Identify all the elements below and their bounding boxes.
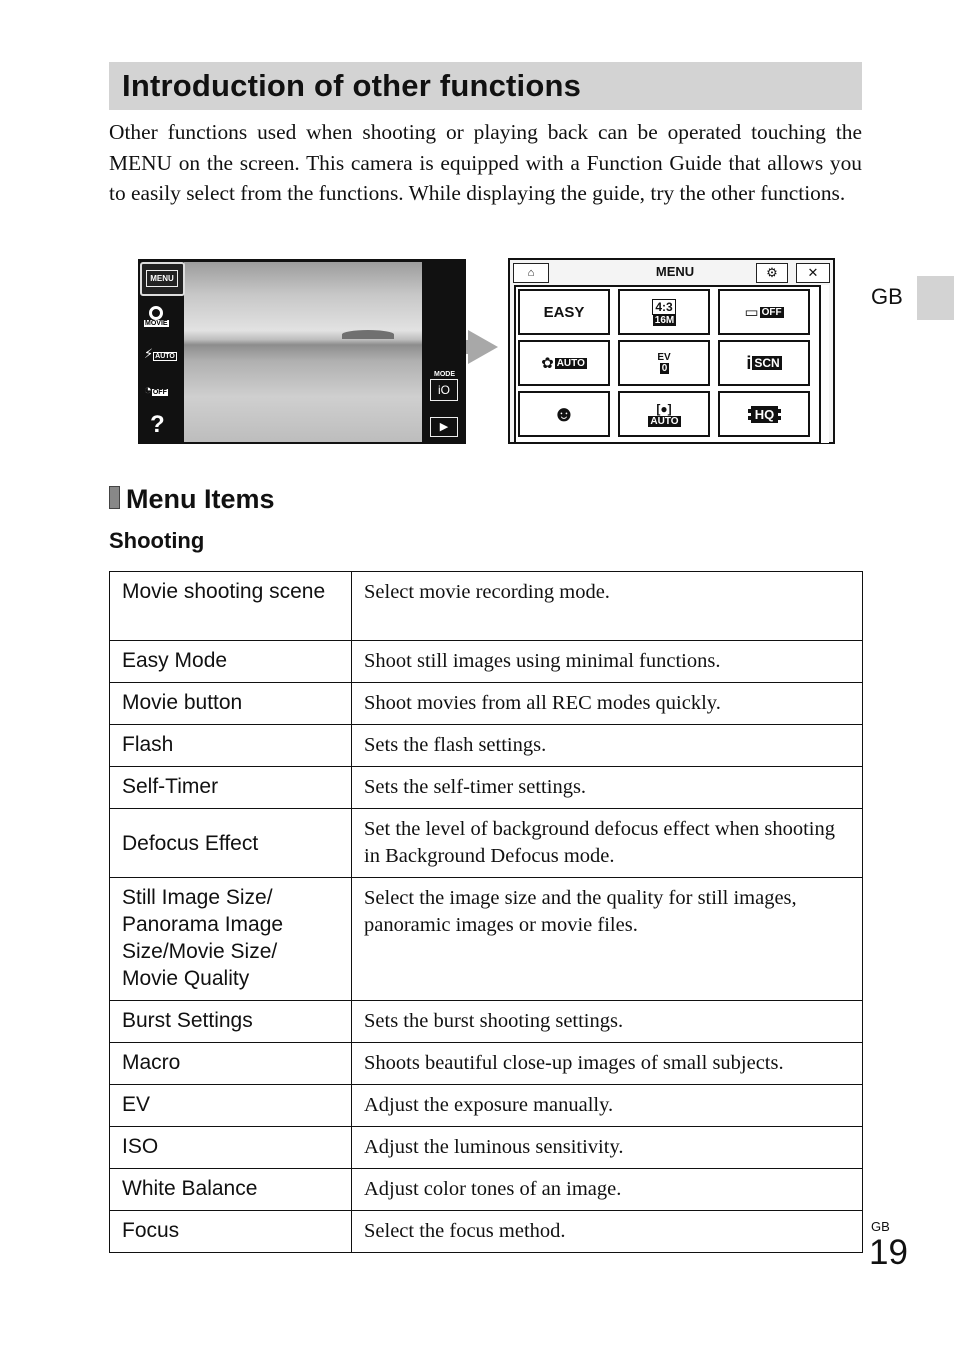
item-description: Sets the burst shooting settings. (352, 1001, 863, 1043)
item-description: Sets the self-timer settings. (352, 767, 863, 809)
table-row (110, 1043, 863, 1085)
focus-symbol: [●] (656, 401, 672, 416)
timer-off-label: OFF (152, 389, 167, 396)
menu-items-heading (109, 484, 275, 515)
image-size-chip: 16M (654, 314, 675, 326)
macro-symbol: ✿ (541, 355, 554, 372)
close-icon[interactable]: ✕ (796, 263, 830, 283)
item-description: Select the image size and the quality for still images, panoramic images or movie files. (352, 878, 863, 1001)
side-tab (917, 276, 954, 320)
item-name: Macro (110, 1043, 352, 1085)
menu-items-table (109, 571, 863, 1253)
item-description: Select movie recording mode. (352, 572, 863, 641)
table-row (110, 809, 863, 878)
item-name: EV (110, 1085, 352, 1127)
item-name: Focus (110, 1211, 352, 1253)
table-row (110, 1085, 863, 1127)
mode-label: MODE (434, 371, 455, 378)
image-size-ratio: 4:3 (652, 299, 675, 315)
settings-gear-icon[interactable]: ⚙ (756, 263, 788, 283)
menu-icon-grid (514, 285, 822, 444)
section-header (109, 62, 862, 110)
item-description: Select the focus method. (352, 1211, 863, 1253)
easy-mode-label: EASY (543, 303, 585, 321)
item-description: Sets the flash settings. (352, 725, 863, 767)
image-size-icon[interactable] (618, 289, 710, 335)
ev-symbol: EV (657, 352, 671, 363)
left-control-bar (138, 259, 184, 444)
right-control-bar (422, 259, 466, 444)
burst-settings-symbol: ▭ (744, 304, 759, 321)
playback-button[interactable]: ▶ (430, 417, 458, 437)
item-description: Adjust color tones of an image. (352, 1169, 863, 1211)
item-name: Self-Timer (110, 767, 352, 809)
page-title: Introduction of other functions (122, 68, 582, 103)
menu-items-title: Menu Items (126, 484, 275, 514)
item-name: Movie button (110, 683, 352, 725)
home-icon[interactable]: ⌂ (513, 263, 549, 283)
item-description: Shoot movies from all REC modes quickly. (352, 683, 863, 725)
item-name: ISO (110, 1127, 352, 1169)
ev-chip: 0 (661, 363, 668, 374)
table-row (110, 1001, 863, 1043)
table-row (110, 641, 863, 683)
item-name: Movie shooting scene (110, 572, 352, 641)
macro-icon[interactable] (518, 340, 610, 386)
help-icon[interactable]: ? (150, 411, 165, 438)
flash-auto-label: AUTO (155, 353, 175, 360)
item-description: Adjust the exposure manually. (352, 1085, 863, 1127)
table-row (110, 1169, 863, 1211)
camera-screen-menu (508, 258, 835, 444)
smile-shutter-icon[interactable] (518, 391, 610, 437)
menu-scrollbar[interactable] (819, 285, 829, 443)
page-number: 19 (869, 1233, 908, 1272)
table-row (110, 878, 863, 1001)
scene-selection-chip: SCN (754, 356, 780, 370)
self-timer-off-icon[interactable]: ◔OFF (144, 382, 167, 397)
intro-paragraph: Other functions used when shooting or playing back can be operated touching the MENU on the screen. This camera is equipped with a Function Guide that allows you to easily select from the functions. While displaying the guide, try the other functions. (109, 120, 862, 205)
item-name: Still Image Size/ Panorama Image Size/Movie Size/ Movie Quality (110, 878, 352, 1001)
menu-title: MENU (655, 264, 695, 279)
item-description: Adjust the luminous sensitivity. (352, 1127, 863, 1169)
table-row (110, 725, 863, 767)
focus-chip: AUTO (650, 415, 679, 427)
movie-icon-label: MOVIE (145, 320, 168, 327)
footer-lang: GB (871, 1219, 890, 1234)
scene-selection-symbol: i (746, 352, 752, 373)
item-description: Set the level of background defocus effect when shooting in Background Defocus mode. (352, 809, 863, 878)
item-name: Flash (110, 725, 352, 767)
movie-icon[interactable] (144, 306, 169, 327)
focus-icon[interactable] (618, 391, 710, 437)
burst-settings-icon[interactable] (718, 289, 810, 335)
item-name: White Balance (110, 1169, 352, 1211)
item-description: Shoot still images using minimal functions. (352, 641, 863, 683)
item-name: Burst Settings (110, 1001, 352, 1043)
ev-icon[interactable] (618, 340, 710, 386)
movie-quality-chip: HQ (748, 406, 782, 423)
smile-shutter-symbol: ☻ (552, 401, 576, 426)
flash-auto-icon[interactable]: ⚡ AUTO (144, 346, 175, 361)
movie-quality-icon[interactable] (718, 391, 810, 437)
bullet-marker (109, 486, 120, 509)
table-row (110, 767, 863, 809)
scene-selection-icon[interactable] (718, 340, 810, 386)
shooting-subheading: Shooting (109, 528, 205, 553)
camera-screen-live-view (138, 259, 466, 444)
table-row (110, 1211, 863, 1253)
macro-chip: AUTO (556, 357, 585, 369)
item-name: Defocus Effect (110, 809, 352, 878)
menu-top-bar (510, 260, 833, 284)
easy-mode-icon[interactable] (518, 289, 610, 335)
item-description: Shoots beautiful close-up images of small subjects. (352, 1043, 863, 1085)
table-row (110, 572, 863, 641)
menu-button-label: MENU (146, 270, 178, 287)
mode-button[interactable]: iO (430, 379, 458, 401)
table-row (110, 1127, 863, 1169)
burst-settings-chip: OFF (761, 306, 782, 318)
table-row (110, 683, 863, 725)
side-tab-label: GB (871, 284, 903, 309)
item-name: Easy Mode (110, 641, 352, 683)
beach-photo (184, 262, 422, 442)
menu-button[interactable] (140, 262, 185, 296)
arrow-right-icon (468, 330, 498, 364)
